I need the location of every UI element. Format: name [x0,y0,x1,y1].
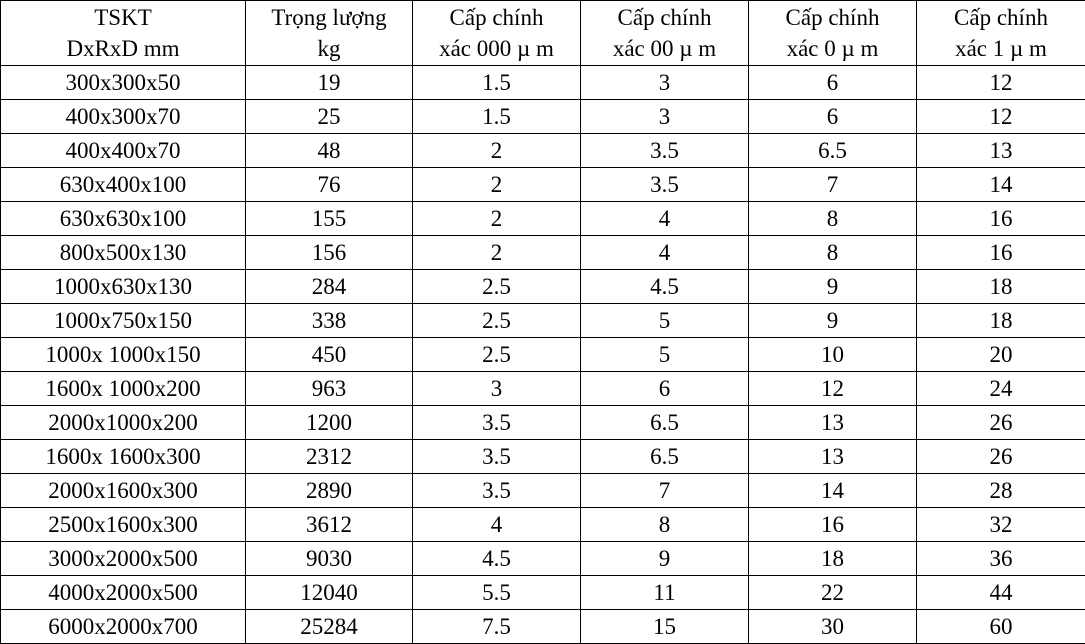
header-line: DxRxD mm [66,36,180,61]
cell-grade-00: 9 [581,542,749,576]
cell-grade-0: 13 [749,440,917,474]
cell-dimensions: 3000x2000x500 [1,542,246,576]
header-cell-dimensions [1,1,246,66]
header-cell-grade-00 [581,1,749,66]
cell-grade-000: 7.5 [413,610,581,644]
table-row [1,542,1085,576]
cell-grade-00: 5 [581,338,749,372]
cell-grade-1: 24 [917,372,1085,406]
table-row [1,304,1085,338]
cell-grade-1: 20 [917,338,1085,372]
cell-grade-0: 6 [749,66,917,100]
cell-grade-0: 8 [749,202,917,236]
header-row [1,1,1085,66]
cell-grade-0: 16 [749,508,917,542]
cell-dimensions: 1000x750x150 [1,304,246,338]
table-row [1,134,1085,168]
cell-grade-1: 26 [917,440,1085,474]
cell-dimensions: 630x630x100 [1,202,246,236]
cell-grade-000: 2.5 [413,270,581,304]
cell-grade-000: 2.5 [413,304,581,338]
cell-grade-00: 3 [581,66,749,100]
table-row [1,440,1085,474]
cell-dimensions: 400x400x70 [1,134,246,168]
cell-grade-000: 2 [413,168,581,202]
cell-grade-000: 1.5 [413,100,581,134]
cell-grade-00: 8 [581,508,749,542]
table-row [1,270,1085,304]
cell-grade-1: 16 [917,202,1085,236]
header-line: Cấp chính [954,5,1048,30]
cell-grade-0: 30 [749,610,917,644]
cell-weight: 48 [246,134,413,168]
table-row [1,236,1085,270]
cell-grade-1: 14 [917,168,1085,202]
header-line: xác 000 µ m [439,36,554,61]
cell-weight: 3612 [246,508,413,542]
table-row [1,100,1085,134]
cell-grade-00: 6 [581,372,749,406]
table-row [1,202,1085,236]
cell-dimensions: 2000x1600x300 [1,474,246,508]
cell-grade-0: 18 [749,542,917,576]
table-row [1,508,1085,542]
cell-grade-1: 60 [917,610,1085,644]
cell-weight: 284 [246,270,413,304]
table-row [1,610,1085,644]
cell-weight: 450 [246,338,413,372]
cell-dimensions: 630x400x100 [1,168,246,202]
cell-grade-00: 7 [581,474,749,508]
cell-grade-000: 2 [413,202,581,236]
header-cell-weight [246,1,413,66]
cell-weight: 1200 [246,406,413,440]
header-cell-grade-0 [749,1,917,66]
header-line: Cấp chính [785,5,880,30]
cell-grade-000: 2 [413,134,581,168]
cell-grade-1: 12 [917,66,1085,100]
cell-grade-00: 6.5 [581,406,749,440]
header-line: Cấp chính [449,5,544,30]
cell-weight: 25 [246,100,413,134]
header-line: xác 00 µ m [612,36,717,61]
cell-grade-1: 13 [917,134,1085,168]
cell-weight: 2312 [246,440,413,474]
cell-weight: 9030 [246,542,413,576]
cell-grade-000: 4 [413,508,581,542]
cell-dimensions: 1600x 1600x300 [1,440,246,474]
cell-weight: 963 [246,372,413,406]
cell-grade-0: 6 [749,100,917,134]
table-row [1,406,1085,440]
cell-grade-00: 15 [581,610,749,644]
cell-grade-1: 28 [917,474,1085,508]
cell-grade-00: 3 [581,100,749,134]
cell-grade-000: 2 [413,236,581,270]
table-row [1,372,1085,406]
cell-grade-000: 2.5 [413,338,581,372]
cell-weight: 156 [246,236,413,270]
cell-grade-000: 3.5 [413,474,581,508]
cell-grade-0: 8 [749,236,917,270]
cell-grade-00: 3.5 [581,134,749,168]
header-line: Cấp chính [617,5,712,30]
cell-grade-00: 4 [581,236,749,270]
table-row [1,338,1085,372]
cell-weight: 2890 [246,474,413,508]
cell-dimensions: 300x300x50 [1,66,246,100]
cell-grade-000: 3.5 [413,440,581,474]
cell-grade-1: 12 [917,100,1085,134]
cell-grade-0: 14 [749,474,917,508]
cell-grade-0: 9 [749,304,917,338]
cell-grade-0: 22 [749,576,917,610]
cell-grade-1: 16 [917,236,1085,270]
cell-grade-000: 3 [413,372,581,406]
cell-dimensions: 400x300x70 [1,100,246,134]
cell-dimensions: 1000x630x130 [1,270,246,304]
cell-grade-0: 10 [749,338,917,372]
cell-grade-00: 3.5 [581,168,749,202]
cell-weight: 76 [246,168,413,202]
cell-grade-0: 7 [749,168,917,202]
cell-grade-00: 6.5 [581,440,749,474]
cell-weight: 12040 [246,576,413,610]
cell-dimensions: 4000x2000x500 [1,576,246,610]
header-line: xác 0 µ m [786,36,879,61]
cell-dimensions: 800x500x130 [1,236,246,270]
header-line: xác 1 µ m [955,36,1047,61]
cell-dimensions: 1000x 1000x150 [1,338,246,372]
table-row [1,168,1085,202]
cell-grade-1: 44 [917,576,1085,610]
cell-grade-00: 4.5 [581,270,749,304]
cell-dimensions: 2500x1600x300 [1,508,246,542]
cell-grade-1: 18 [917,304,1085,338]
cell-grade-000: 4.5 [413,542,581,576]
cell-grade-1: 36 [917,542,1085,576]
header-line: kg [317,36,341,61]
cell-grade-1: 18 [917,270,1085,304]
cell-grade-00: 5 [581,304,749,338]
cell-weight: 25284 [246,610,413,644]
cell-grade-1: 26 [917,406,1085,440]
cell-grade-000: 1.5 [413,66,581,100]
cell-grade-0: 12 [749,372,917,406]
header-cell-grade-000 [413,1,581,66]
cell-dimensions: 6000x2000x700 [1,610,246,644]
header-line: TSKT [94,5,152,30]
cell-grade-0: 9 [749,270,917,304]
table-body [1,66,1085,644]
cell-weight: 155 [246,202,413,236]
cell-grade-00: 11 [581,576,749,610]
cell-grade-00: 4 [581,202,749,236]
cell-dimensions: 2000x1000x200 [1,406,246,440]
cell-grade-1: 32 [917,508,1085,542]
cell-dimensions: 1600x 1000x200 [1,372,246,406]
table-row [1,474,1085,508]
table-row [1,576,1085,610]
header-line: Trọng lượng [271,5,387,30]
cell-grade-000: 3.5 [413,406,581,440]
table-row [1,66,1085,100]
cell-weight: 19 [246,66,413,100]
cell-grade-0: 6.5 [749,134,917,168]
header-cell-grade-1 [917,1,1085,66]
cell-grade-000: 5.5 [413,576,581,610]
cell-weight: 338 [246,304,413,338]
cell-grade-0: 13 [749,406,917,440]
